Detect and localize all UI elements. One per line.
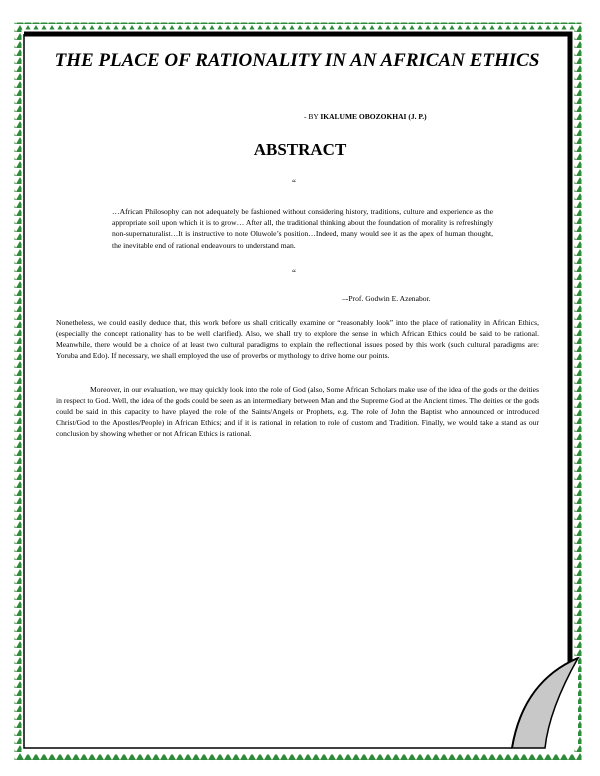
document-title: THE PLACE OF RATIONALITY IN AN AFRICAN ETHICS [54,50,540,71]
page-curl-icon [512,658,578,748]
author-name: IKALUME OBOZOKHAI (J. P.) [320,112,427,121]
abstract-paragraph-1: Nonetheless, we could easily deduce that, this work before us shall critically examine or “reasonably look” into the place of rationality in African Ethics, (especially the concept rationality has to be well clarified). Also, we shall try to explore the sense in which African Ethics could be said to be rational. Meanwhile, there would be a choice of at least two cultural paradigms to explain the reflectional issues posed by this work (such cultural paradigms are: Yoruba and Edo). If necessary, we shall employed the use of proverbs or mythology to drive home our points. [56,318,539,361]
open-quote-mark: “ [292,178,296,188]
byline-prefix: - BY [304,112,319,121]
byline [304,112,427,121]
abstract-paragraph-2: Moreover, in our evaluation, we may quickly look into the role of God (also, Some African Scholars make use of the idea of the gods or the deities in respect to God. Well, the idea of the gods could be seen as an intermediary between Man and the Supreme God at the Ancient times. The deities or the gods could be said in this capacity to have played the role of the Saints/Angels or Prophets, e.g. The role of John the Baptist who announced or introduced Christ/God to the Apostles/People) in African Ethics; and if it is rational in relation to role of custom and Tradition. Finally, we would take a stand as our conclusion by showing whether or not African Ethics is rational. [56,385,539,439]
title-block [54,50,540,72]
close-quote-mark: “ [292,268,296,278]
quote-attribution: –-Prof. Godwin E. Azenabor. [342,294,431,303]
abstract-quote: …African Philosophy can not adequately be fashioned without considering history, traditions, culture and experience as the appropriate soil upon which it is to grow… After all, the traditional thinking about the foundation of morality is refreshingly non-supernaturalist…It is instructive to note Oluwole’s position…Indeed, many would see it as the apex of human thought, the inevitable end of rational endeavours to understand man. [112,207,493,250]
abstract-heading: ABSTRACT [253,140,347,159]
